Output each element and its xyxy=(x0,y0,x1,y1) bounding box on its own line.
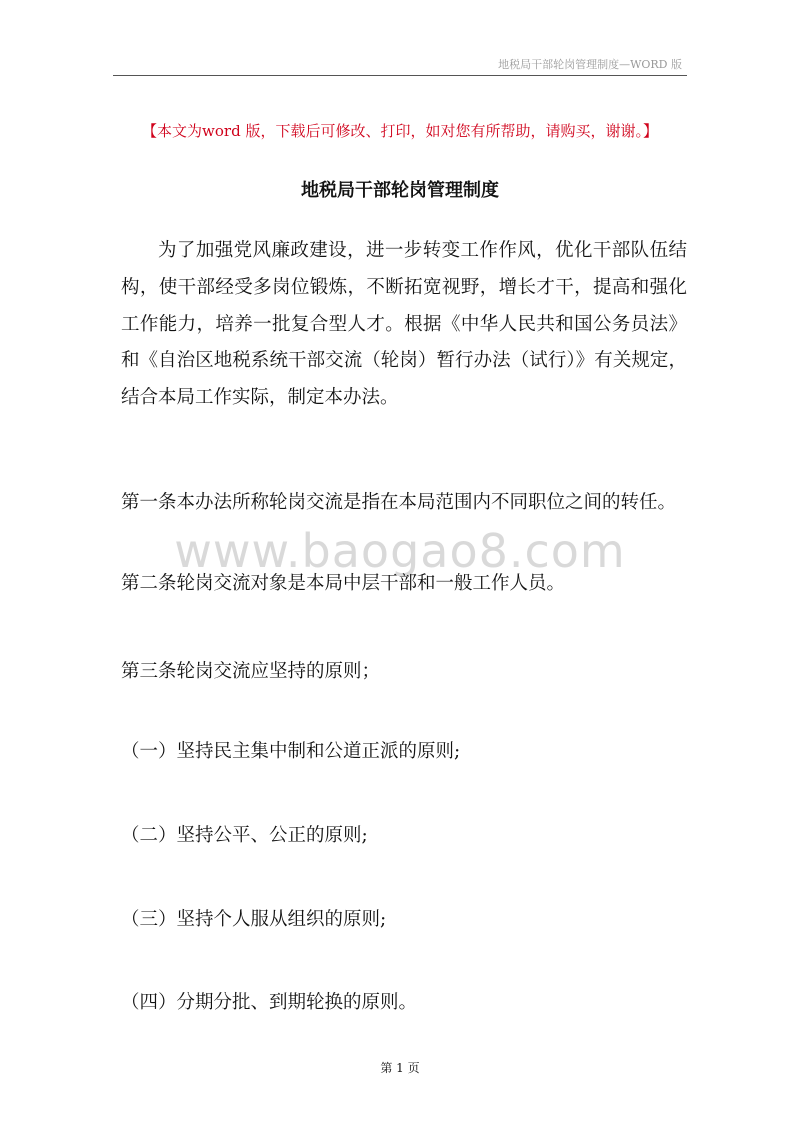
principle-1: （一）坚持民主集中制和公道正派的原则; xyxy=(121,741,461,762)
article-1: 第一条本办法所称轮岗交流是指在本局范围内不同职位之间的转任。 xyxy=(121,492,677,513)
principle-4: （四）分期分批、到期轮换的原则。 xyxy=(121,992,418,1013)
article-3: 第三条轮岗交流应坚持的原则； xyxy=(121,661,381,682)
document-title: 地税局干部轮岗管理制度 xyxy=(301,180,499,201)
article-2: 第二条轮岗交流对象是本局中层干部和一般工作人员。 xyxy=(121,573,566,594)
principle-3: （三）坚持个人服从组织的原则; xyxy=(121,909,387,930)
running-header: 地税局干部轮岗管理制度—WORD 版 xyxy=(498,58,682,71)
header-divider xyxy=(113,75,687,76)
watermark-text: www.baogao8.com xyxy=(174,524,626,578)
page-number: 第 1 页 xyxy=(380,1061,420,1075)
purchase-notice: 【本文为word 版，下载后可修改、打印，如对您有所帮助，请购买，谢谢。】 xyxy=(142,122,658,140)
principle-2: （二）坚持公平、公正的原则; xyxy=(121,825,368,846)
intro-paragraph: 为了加强党风廉政建设，进一步转变工作作风，优化干部队伍结构，使干部经受多岗位锻炼，不断拓宽视野，增长才干，提高和强化工作能力，培养一批复合型人才。根据《中华人民共和国公务员法》和《自治区地税系统干部交流（轮岗）暂行办法（试行）》有关规定，结合本局工作实际，制定本办法。 xyxy=(121,240,687,409)
